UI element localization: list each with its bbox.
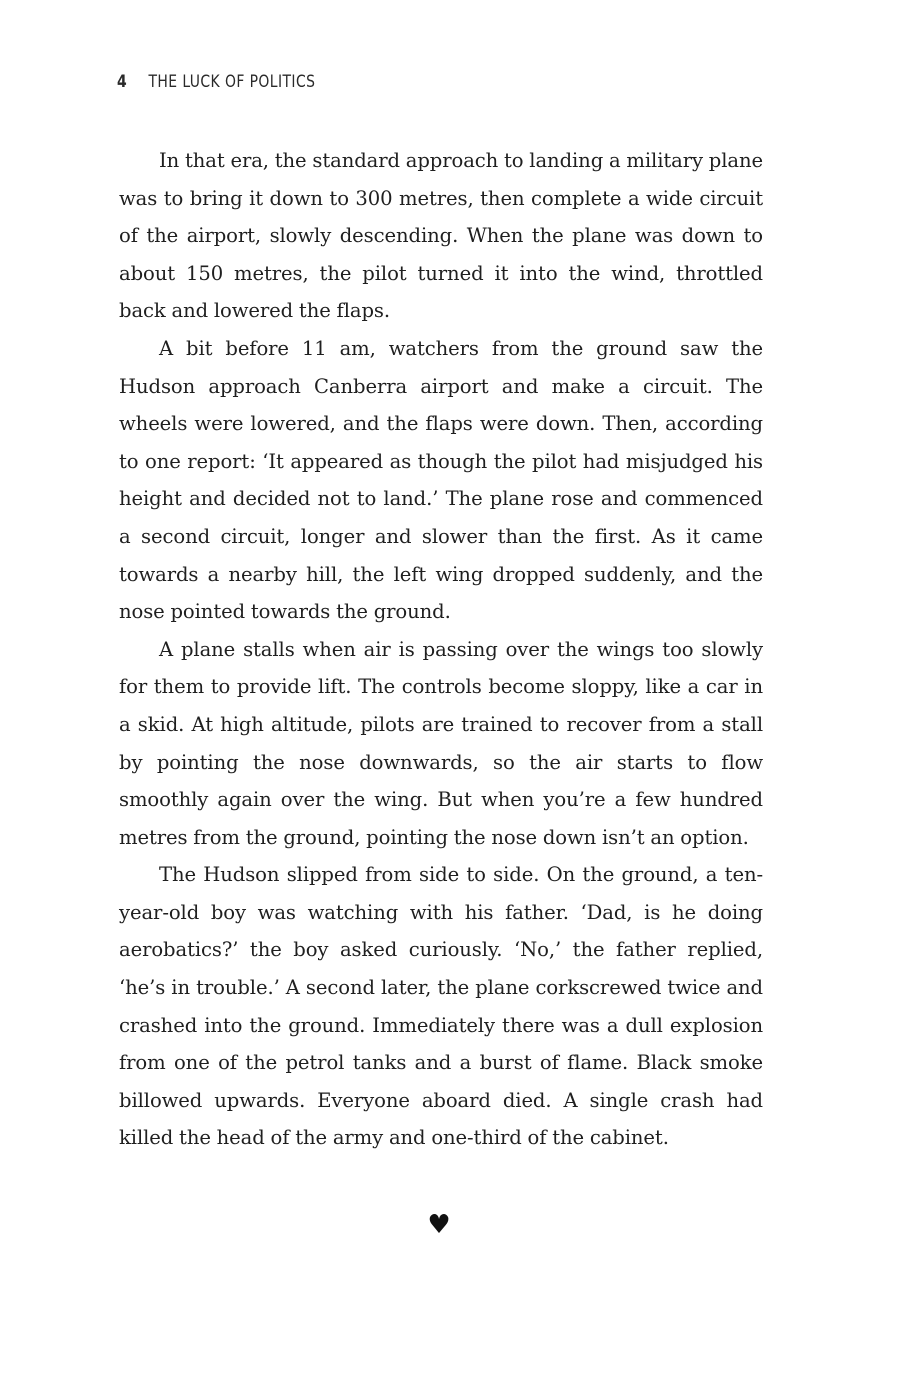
paragraph: A bit before 11 am, watchers from the ground saw the Hudson approach Canberra airport and make a circuit. The wheels were lowered, and the flaps were down. Then, according to one report: ‘It appeared as though the pilot had misjudged his height and decided not to land.’ The plane rose and commenced a second circuit, longer and slower than the first. As it came towards a nearby hill, the left wing dropped suddenly, and the nose pointed towards the ground. <box>119 336 763 624</box>
paragraph: The Hudson slipped from side to side. On the ground, a ten-year-old boy was watching with his father. ‘Dad, is he doing aerobatics?’ the boy asked curiously. ‘No,’ the father replied, ‘he’s in trouble.’ A second later, the plane corkscrewed twice and crashed into the ground. Immediately there was a dull explosion from one of the petrol tanks and a burst of flame. Black smoke billowed upwards. Everyone aboard died. A single crash had killed the head of the army and one-third of the cabinet. <box>119 863 763 1150</box>
body-text <box>119 142 763 1157</box>
page-number: 4 <box>117 72 128 92</box>
paragraph: In that era, the standard approach to landing a military plane was to bring it down to 300 metres, then complete a wide circuit of the airport, slowly descending. When the plane was down to about 150 metres, the pilot turned it into the wind, throttled back and lowered the flaps. <box>119 149 763 323</box>
running-head <box>117 72 315 92</box>
paragraph: A plane stalls when air is passing over the wings too slowly for them to provide lift. The controls become sloppy, like a car in a skid. At high altitude, pilots are trained to recover from a stall by pointing the nose downwards, so the air starts to flow smoothly again over the wing. But when you’re a few hundred metres from the ground, pointing the nose down isn’t an option. <box>119 637 763 849</box>
heart-icon: ♥ <box>427 1210 451 1240</box>
running-head-title: THE LUCK OF POLITICS <box>148 72 316 92</box>
